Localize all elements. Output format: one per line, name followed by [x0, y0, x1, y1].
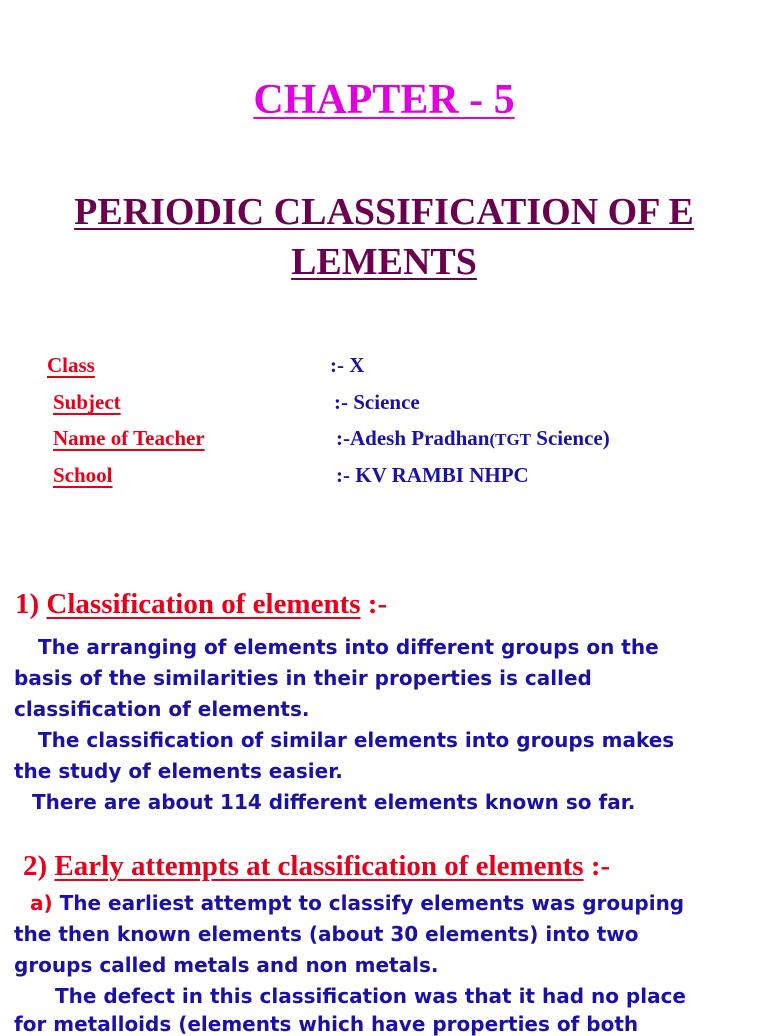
school-label: School	[53, 463, 113, 487]
class-label: Class	[47, 353, 95, 377]
section-1-suffix: :-	[367, 588, 388, 620]
section-2-line: for metalloids (elements which have properties of both	[14, 1012, 639, 1036]
section-2-number: 2)	[23, 850, 48, 882]
section-1-line: The arranging of elements into different groups on the	[38, 635, 659, 659]
section-2-line: groups called metals and non metals.	[14, 953, 439, 977]
main-title-line-1: PERIODIC CLASSIFICATION OF E	[74, 191, 694, 233]
chapter-title: CHAPTER - 5	[253, 77, 515, 123]
section-2-line: The defect in this classification was that it had no place	[55, 984, 686, 1008]
teacher-label: Name of Teacher	[53, 426, 205, 450]
subject-label: Subject	[53, 390, 121, 414]
section-1-number: 1)	[15, 588, 40, 620]
item-a-marker: a)	[30, 891, 53, 915]
section-1-line: the study of elements easier.	[14, 759, 343, 783]
main-title-line-2: LEMENTS	[291, 241, 477, 283]
section-1-line: There are about 114 different elements known so far.	[32, 790, 636, 814]
teacher-subject: Science)	[531, 426, 610, 450]
section-1-line: The classification of similar elements into groups makes	[38, 728, 675, 752]
section-1-line: classification of elements.	[14, 697, 310, 721]
section-2-line	[30, 891, 684, 915]
section-2-suffix: :-	[590, 850, 611, 882]
section-2-heading	[23, 850, 610, 883]
section-2-line-text: The earliest attempt to classify elements was grouping	[59, 891, 685, 915]
teacher-name: :-Adesh Pradhan	[336, 426, 490, 450]
teacher-designation: (TGT	[489, 430, 532, 449]
section-1-title: Classification of elements	[46, 588, 361, 620]
section-2-title: Early attempts at classification of elements	[54, 850, 584, 882]
section-1-heading	[15, 588, 387, 621]
class-value: :- X	[330, 353, 365, 377]
school-value: :- KV RAMBI NHPC	[336, 463, 529, 487]
section-1-line: basis of the similarities in their properties is called	[14, 666, 592, 690]
teacher-value	[336, 426, 610, 451]
section-2-line: the then known elements (about 30 elements) into two	[14, 922, 639, 946]
subject-value: :- Science	[334, 390, 420, 414]
